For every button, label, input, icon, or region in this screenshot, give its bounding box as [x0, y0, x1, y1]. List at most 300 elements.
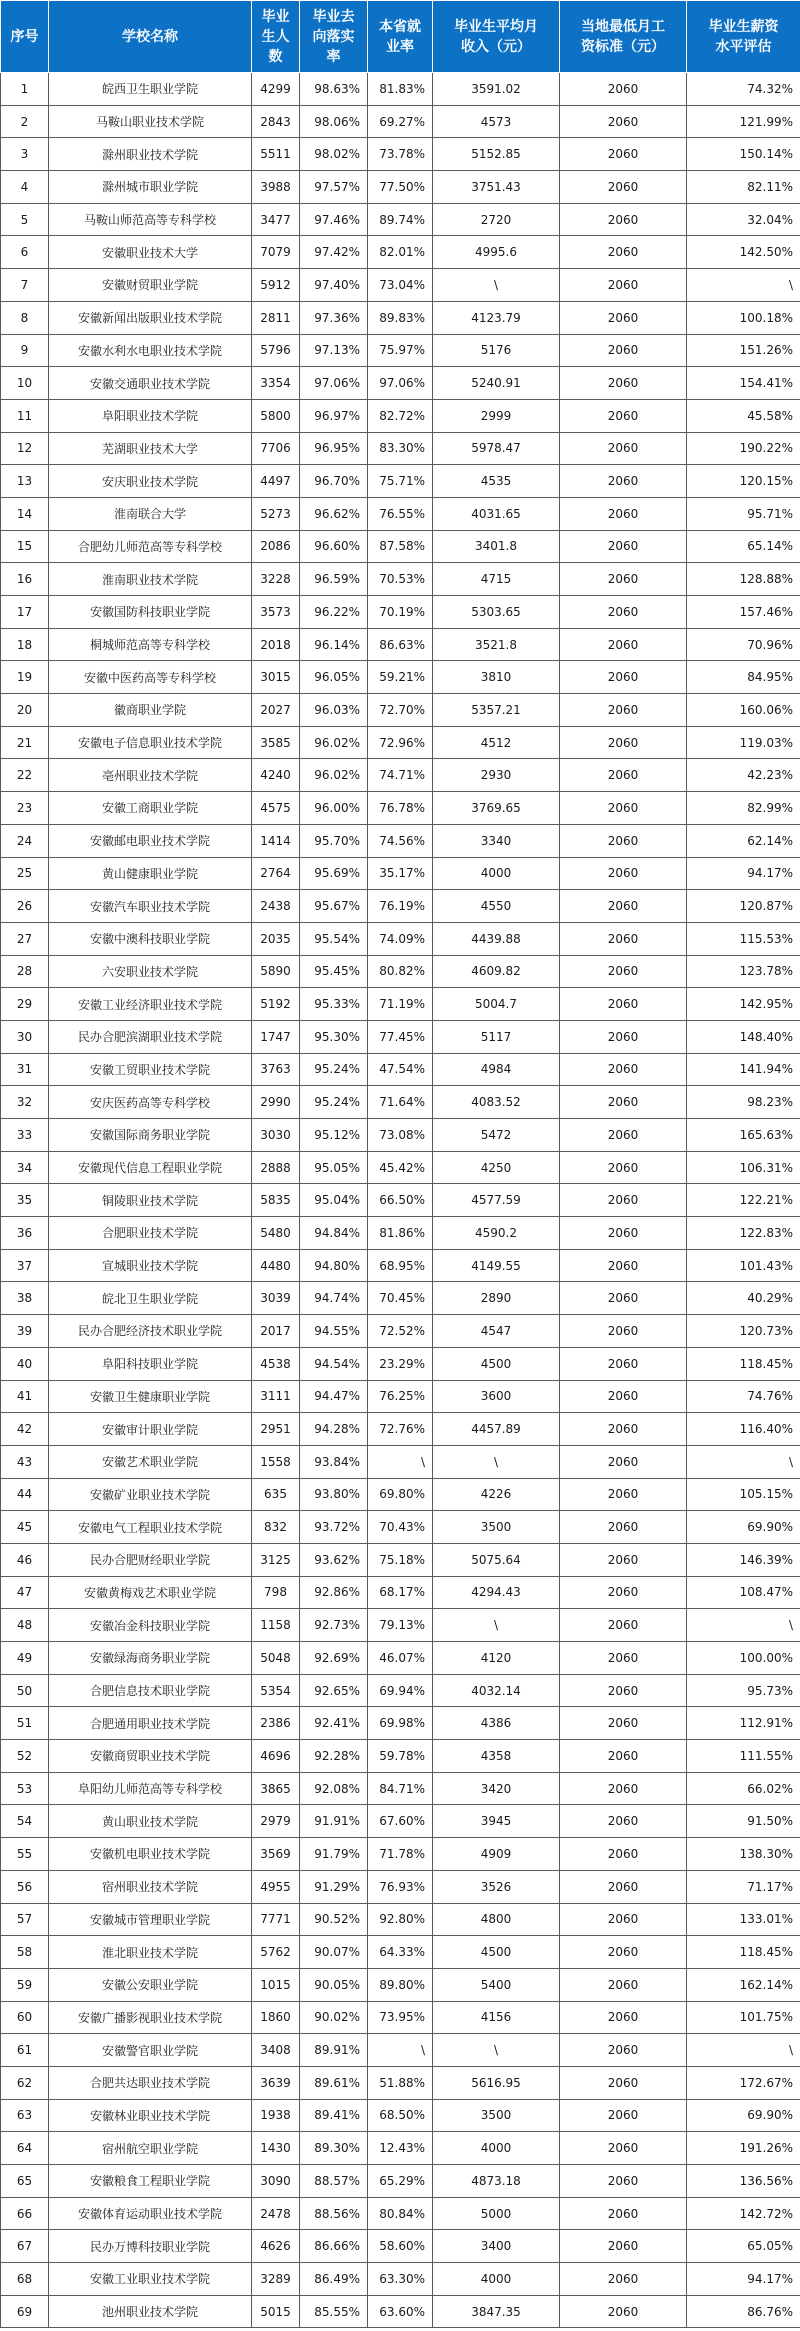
- province-rate-cell: 72.52%: [368, 1315, 433, 1348]
- salary-level-cell: 172.67%: [687, 2066, 800, 2099]
- table-row: [1, 2099, 800, 2132]
- province-rate-cell: 70.19%: [368, 596, 433, 629]
- school-name-cell: 六安职业技术学院: [49, 955, 252, 988]
- school-name-cell: 民办合肥财经职业学院: [49, 1543, 252, 1576]
- school-name-cell: 黄山职业技术学院: [49, 1805, 252, 1838]
- table-row: [1, 2230, 800, 2263]
- salary-level-cell: 66.02%: [687, 1772, 800, 1805]
- placement-rate-cell: 88.56%: [300, 2197, 368, 2230]
- index-cell: 56: [1, 1870, 49, 1903]
- school-name-cell: 滁州职业技术学院: [49, 138, 252, 171]
- min-wage-cell: 2060: [560, 759, 687, 792]
- province-rate-cell: 63.60%: [368, 2295, 433, 2328]
- province-rate-cell: 89.80%: [368, 1968, 433, 2001]
- table-row: [1, 1119, 800, 1152]
- min-wage-cell: 2060: [560, 2001, 687, 2034]
- province-rate-cell: 70.53%: [368, 563, 433, 596]
- placement-rate-cell: 96.60%: [300, 530, 368, 563]
- graduates-cell: 2035: [252, 922, 300, 955]
- province-rate-cell: 73.95%: [368, 2001, 433, 2034]
- table-row: [1, 203, 800, 236]
- school-name-cell: 安徽职业技术大学: [49, 236, 252, 269]
- index-cell: 27: [1, 922, 49, 955]
- table-row: [1, 432, 800, 465]
- avg-income-cell: 4500: [433, 1936, 560, 1969]
- min-wage-cell: 2060: [560, 301, 687, 334]
- index-cell: 34: [1, 1151, 49, 1184]
- index-cell: 46: [1, 1543, 49, 1576]
- school-name-cell: 安徽中医药高等专科学校: [49, 661, 252, 694]
- avg-income-cell: 5152.85: [433, 138, 560, 171]
- avg-income-cell: 5357.21: [433, 694, 560, 727]
- placement-rate-cell: 91.29%: [300, 1870, 368, 1903]
- index-cell: 63: [1, 2099, 49, 2132]
- table-row: [1, 2295, 800, 2328]
- avg-income-cell: \: [433, 2034, 560, 2067]
- table-row: [1, 236, 800, 269]
- index-cell: 68: [1, 2263, 49, 2296]
- province-rate-cell: 86.63%: [368, 628, 433, 661]
- salary-level-cell: 112.91%: [687, 1707, 800, 1740]
- avg-income-cell: 2720: [433, 203, 560, 236]
- school-name-cell: 安徽现代信息工程职业学院: [49, 1151, 252, 1184]
- min-wage-cell: 2060: [560, 2165, 687, 2198]
- table-row: [1, 1707, 800, 1740]
- province-rate-cell: 59.21%: [368, 661, 433, 694]
- province-rate-cell: 97.06%: [368, 367, 433, 400]
- avg-income-cell: 5400: [433, 1968, 560, 2001]
- placement-rate-cell: 97.13%: [300, 334, 368, 367]
- placement-rate-cell: 89.61%: [300, 2066, 368, 2099]
- col-header-placement-rate: 毕业去 向落实 率: [300, 1, 368, 73]
- province-rate-cell: 69.94%: [368, 1674, 433, 1707]
- table-row: [1, 1282, 800, 1315]
- min-wage-cell: 2060: [560, 1772, 687, 1805]
- graduates-cell: 4696: [252, 1740, 300, 1773]
- salary-level-cell: 42.23%: [687, 759, 800, 792]
- salary-level-cell: 100.18%: [687, 301, 800, 334]
- min-wage-cell: 2060: [560, 1119, 687, 1152]
- index-cell: 44: [1, 1478, 49, 1511]
- school-name-cell: 安徽工业经济职业技术学院: [49, 988, 252, 1021]
- graduates-cell: 5796: [252, 334, 300, 367]
- salary-level-cell: \: [687, 2034, 800, 2067]
- graduates-cell: 1860: [252, 2001, 300, 2034]
- graduates-cell: 4497: [252, 465, 300, 498]
- avg-income-cell: 3420: [433, 1772, 560, 1805]
- province-rate-cell: 80.82%: [368, 955, 433, 988]
- min-wage-cell: 2060: [560, 726, 687, 759]
- school-name-cell: 安徽汽车职业技术学院: [49, 890, 252, 923]
- graduates-cell: 5273: [252, 497, 300, 530]
- avg-income-cell: 4000: [433, 2132, 560, 2165]
- avg-income-cell: 2930: [433, 759, 560, 792]
- table-row: [1, 1217, 800, 1250]
- min-wage-cell: 2060: [560, 1151, 687, 1184]
- index-cell: 18: [1, 628, 49, 661]
- placement-rate-cell: 93.80%: [300, 1478, 368, 1511]
- school-name-cell: 滁州城市职业学院: [49, 171, 252, 204]
- index-cell: 3: [1, 138, 49, 171]
- min-wage-cell: 2060: [560, 1543, 687, 1576]
- avg-income-cell: 3945: [433, 1805, 560, 1838]
- graduates-cell: 2438: [252, 890, 300, 923]
- min-wage-cell: 2060: [560, 105, 687, 138]
- province-rate-cell: 92.80%: [368, 1903, 433, 1936]
- salary-level-cell: 69.90%: [687, 1511, 800, 1544]
- placement-rate-cell: 94.84%: [300, 1217, 368, 1250]
- placement-rate-cell: 95.24%: [300, 1086, 368, 1119]
- avg-income-cell: 4500: [433, 1347, 560, 1380]
- min-wage-cell: 2060: [560, 2066, 687, 2099]
- index-cell: 55: [1, 1838, 49, 1871]
- graduates-cell: 5354: [252, 1674, 300, 1707]
- placement-rate-cell: 96.02%: [300, 759, 368, 792]
- province-rate-cell: \: [368, 2034, 433, 2067]
- province-rate-cell: 46.07%: [368, 1642, 433, 1675]
- province-rate-cell: 75.71%: [368, 465, 433, 498]
- graduates-cell: 3030: [252, 1119, 300, 1152]
- min-wage-cell: 2060: [560, 1707, 687, 1740]
- avg-income-cell: 3600: [433, 1380, 560, 1413]
- avg-income-cell: \: [433, 1445, 560, 1478]
- min-wage-cell: 2060: [560, 2197, 687, 2230]
- province-rate-cell: 45.42%: [368, 1151, 433, 1184]
- min-wage-cell: 2060: [560, 2034, 687, 2067]
- table-row: [1, 1642, 800, 1675]
- graduates-cell: 3569: [252, 1838, 300, 1871]
- salary-level-cell: 32.04%: [687, 203, 800, 236]
- table-row: [1, 1968, 800, 2001]
- province-rate-cell: 51.88%: [368, 2066, 433, 2099]
- school-name-cell: 池州职业技术学院: [49, 2295, 252, 2328]
- placement-rate-cell: 98.06%: [300, 105, 368, 138]
- index-cell: 39: [1, 1315, 49, 1348]
- graduates-cell: 3354: [252, 367, 300, 400]
- school-name-cell: 安徽交通职业技术学院: [49, 367, 252, 400]
- province-rate-cell: 65.29%: [368, 2165, 433, 2198]
- min-wage-cell: 2060: [560, 465, 687, 498]
- min-wage-cell: 2060: [560, 988, 687, 1021]
- index-cell: 13: [1, 465, 49, 498]
- graduates-cell: 5800: [252, 399, 300, 432]
- school-name-cell: 安徽工商职业学院: [49, 792, 252, 825]
- school-name-cell: 安徽冶金科技职业学院: [49, 1609, 252, 1642]
- salary-level-cell: 65.14%: [687, 530, 800, 563]
- graduates-cell: 4480: [252, 1249, 300, 1282]
- salary-level-cell: 148.40%: [687, 1020, 800, 1053]
- table-row: [1, 73, 800, 106]
- table-row: [1, 1576, 800, 1609]
- salary-level-cell: 116.40%: [687, 1413, 800, 1446]
- province-rate-cell: 71.19%: [368, 988, 433, 1021]
- salary-level-cell: 95.73%: [687, 1674, 800, 1707]
- index-cell: 51: [1, 1707, 49, 1740]
- salary-level-cell: 71.17%: [687, 1870, 800, 1903]
- province-rate-cell: 80.84%: [368, 2197, 433, 2230]
- index-cell: 64: [1, 2132, 49, 2165]
- index-cell: 8: [1, 301, 49, 334]
- salary-level-cell: 82.99%: [687, 792, 800, 825]
- index-cell: 41: [1, 1380, 49, 1413]
- col-header-graduates: 毕业 生人 数: [252, 1, 300, 73]
- table-row: [1, 694, 800, 727]
- school-name-cell: 安庆职业技术学院: [49, 465, 252, 498]
- col-header-province-rate: 本省就 业率: [368, 1, 433, 73]
- graduates-cell: 1558: [252, 1445, 300, 1478]
- school-name-cell: 安徽粮食工程职业学院: [49, 2165, 252, 2198]
- placement-rate-cell: 95.05%: [300, 1151, 368, 1184]
- salary-level-cell: 157.46%: [687, 596, 800, 629]
- index-cell: 22: [1, 759, 49, 792]
- graduates-cell: 2951: [252, 1413, 300, 1446]
- province-rate-cell: 79.13%: [368, 1609, 433, 1642]
- salary-level-cell: 91.50%: [687, 1805, 800, 1838]
- avg-income-cell: 4995.6: [433, 236, 560, 269]
- school-name-cell: 安徽水利水电职业技术学院: [49, 334, 252, 367]
- placement-rate-cell: 89.30%: [300, 2132, 368, 2165]
- min-wage-cell: 2060: [560, 1968, 687, 2001]
- salary-level-cell: 65.05%: [687, 2230, 800, 2263]
- avg-income-cell: 4909: [433, 1838, 560, 1871]
- table-row: [1, 1380, 800, 1413]
- min-wage-cell: 2060: [560, 1511, 687, 1544]
- province-rate-cell: 69.27%: [368, 105, 433, 138]
- index-cell: 31: [1, 1053, 49, 1086]
- avg-income-cell: 4000: [433, 857, 560, 890]
- index-cell: 42: [1, 1413, 49, 1446]
- table-row: [1, 367, 800, 400]
- graduates-cell: 1938: [252, 2099, 300, 2132]
- school-name-cell: 阜阳幼儿师范高等专科学校: [49, 1772, 252, 1805]
- min-wage-cell: 2060: [560, 563, 687, 596]
- avg-income-cell: 4457.89: [433, 1413, 560, 1446]
- avg-income-cell: 4294.43: [433, 1576, 560, 1609]
- school-name-cell: 铜陵职业技术学院: [49, 1184, 252, 1217]
- index-cell: 1: [1, 73, 49, 106]
- graduates-cell: 2990: [252, 1086, 300, 1119]
- col-header-min-wage: 当地最低月工 资标准（元）: [560, 1, 687, 73]
- placement-rate-cell: 95.12%: [300, 1119, 368, 1152]
- avg-income-cell: 4386: [433, 1707, 560, 1740]
- salary-level-cell: \: [687, 1609, 800, 1642]
- index-cell: 28: [1, 955, 49, 988]
- school-name-cell: 阜阳职业技术学院: [49, 399, 252, 432]
- graduates-cell: 7706: [252, 432, 300, 465]
- graduates-cell: 3763: [252, 1053, 300, 1086]
- table-row: [1, 1903, 800, 1936]
- salary-level-cell: 162.14%: [687, 1968, 800, 2001]
- index-cell: 36: [1, 1217, 49, 1250]
- table-row: [1, 2263, 800, 2296]
- school-name-cell: 安庆医药高等专科学校: [49, 1086, 252, 1119]
- index-cell: 35: [1, 1184, 49, 1217]
- graduates-cell: 3477: [252, 203, 300, 236]
- school-name-cell: 民办万博科技职业学院: [49, 2230, 252, 2263]
- col-header-index: 序号: [1, 1, 49, 73]
- index-cell: 2: [1, 105, 49, 138]
- index-cell: 40: [1, 1347, 49, 1380]
- avg-income-cell: 4156: [433, 2001, 560, 2034]
- salary-level-cell: 120.87%: [687, 890, 800, 923]
- school-name-cell: 黄山健康职业学院: [49, 857, 252, 890]
- graduates-cell: 5048: [252, 1642, 300, 1675]
- index-cell: 29: [1, 988, 49, 1021]
- table-row: [1, 1511, 800, 1544]
- avg-income-cell: 3500: [433, 2099, 560, 2132]
- table-row: [1, 1609, 800, 1642]
- placement-rate-cell: 94.80%: [300, 1249, 368, 1282]
- graduates-cell: 7079: [252, 236, 300, 269]
- graduates-cell: 2979: [252, 1805, 300, 1838]
- province-rate-cell: 72.76%: [368, 1413, 433, 1446]
- salary-level-cell: 101.75%: [687, 2001, 800, 2034]
- avg-income-cell: 5000: [433, 2197, 560, 2230]
- salary-level-cell: 45.58%: [687, 399, 800, 432]
- province-rate-cell: 76.55%: [368, 497, 433, 530]
- graduates-cell: 2086: [252, 530, 300, 563]
- table-row: [1, 2197, 800, 2230]
- avg-income-cell: 3847.35: [433, 2295, 560, 2328]
- avg-income-cell: 4032.14: [433, 1674, 560, 1707]
- graduates-cell: 5192: [252, 988, 300, 1021]
- salary-level-cell: 95.71%: [687, 497, 800, 530]
- table-row: [1, 1870, 800, 1903]
- salary-level-cell: 82.11%: [687, 171, 800, 204]
- placement-rate-cell: 94.28%: [300, 1413, 368, 1446]
- salary-level-cell: 123.78%: [687, 955, 800, 988]
- salary-level-cell: 94.17%: [687, 857, 800, 890]
- placement-rate-cell: 86.66%: [300, 2230, 368, 2263]
- province-rate-cell: 73.04%: [368, 269, 433, 302]
- min-wage-cell: 2060: [560, 1347, 687, 1380]
- table-row: [1, 1936, 800, 1969]
- min-wage-cell: 2060: [560, 399, 687, 432]
- avg-income-cell: \: [433, 269, 560, 302]
- salary-level-cell: \: [687, 1445, 800, 1478]
- placement-rate-cell: 96.95%: [300, 432, 368, 465]
- graduates-cell: 3585: [252, 726, 300, 759]
- min-wage-cell: 2060: [560, 171, 687, 204]
- index-cell: 49: [1, 1642, 49, 1675]
- avg-income-cell: 5075.64: [433, 1543, 560, 1576]
- school-name-cell: 安徽电气工程职业技术学院: [49, 1511, 252, 1544]
- school-name-cell: 马鞍山职业技术学院: [49, 105, 252, 138]
- min-wage-cell: 2060: [560, 857, 687, 890]
- index-cell: 6: [1, 236, 49, 269]
- placement-rate-cell: 85.55%: [300, 2295, 368, 2328]
- graduates-cell: 2018: [252, 628, 300, 661]
- table-row: [1, 759, 800, 792]
- min-wage-cell: 2060: [560, 694, 687, 727]
- index-cell: 14: [1, 497, 49, 530]
- school-name-cell: 安徽邮电职业技术学院: [49, 824, 252, 857]
- index-cell: 9: [1, 334, 49, 367]
- table-row: [1, 1740, 800, 1773]
- table-row: [1, 1772, 800, 1805]
- school-name-cell: 徽商职业学院: [49, 694, 252, 727]
- table-row: [1, 1315, 800, 1348]
- table-row: [1, 1674, 800, 1707]
- table-row: [1, 497, 800, 530]
- table-row: [1, 138, 800, 171]
- avg-income-cell: 4439.88: [433, 922, 560, 955]
- table-row: [1, 1543, 800, 1576]
- school-name-cell: 安徽工贸职业技术学院: [49, 1053, 252, 1086]
- salary-level-cell: 138.30%: [687, 1838, 800, 1871]
- avg-income-cell: 5240.91: [433, 367, 560, 400]
- salary-level-cell: 142.72%: [687, 2197, 800, 2230]
- index-cell: 15: [1, 530, 49, 563]
- min-wage-cell: 2060: [560, 661, 687, 694]
- province-rate-cell: 89.83%: [368, 301, 433, 334]
- index-cell: 7: [1, 269, 49, 302]
- min-wage-cell: 2060: [560, 1413, 687, 1446]
- min-wage-cell: 2060: [560, 1020, 687, 1053]
- graduates-cell: 3015: [252, 661, 300, 694]
- col-header-avg-income: 毕业生平均月 收入（元）: [433, 1, 560, 73]
- province-rate-cell: 64.33%: [368, 1936, 433, 1969]
- province-rate-cell: 75.18%: [368, 1543, 433, 1576]
- index-cell: 62: [1, 2066, 49, 2099]
- province-rate-cell: 71.64%: [368, 1086, 433, 1119]
- salary-level-cell: 118.45%: [687, 1936, 800, 1969]
- school-name-cell: 安徽绿海商务职业学院: [49, 1642, 252, 1675]
- avg-income-cell: 4547: [433, 1315, 560, 1348]
- avg-income-cell: 4250: [433, 1151, 560, 1184]
- avg-income-cell: 4149.55: [433, 1249, 560, 1282]
- salary-level-cell: 136.56%: [687, 2165, 800, 2198]
- min-wage-cell: 2060: [560, 138, 687, 171]
- table-row: [1, 824, 800, 857]
- avg-income-cell: 3340: [433, 824, 560, 857]
- table-row: [1, 105, 800, 138]
- table-row: [1, 596, 800, 629]
- graduates-cell: 2843: [252, 105, 300, 138]
- school-name-cell: 安徽林业职业技术学院: [49, 2099, 252, 2132]
- placement-rate-cell: 95.69%: [300, 857, 368, 890]
- school-name-cell: 安徽国际商务职业学院: [49, 1119, 252, 1152]
- index-cell: 47: [1, 1576, 49, 1609]
- placement-rate-cell: 95.67%: [300, 890, 368, 923]
- school-name-cell: 安徽工业职业技术学院: [49, 2263, 252, 2296]
- placement-rate-cell: 97.40%: [300, 269, 368, 302]
- province-rate-cell: 74.09%: [368, 922, 433, 955]
- province-rate-cell: 76.93%: [368, 1870, 433, 1903]
- table-row: [1, 2034, 800, 2067]
- avg-income-cell: 4000: [433, 2263, 560, 2296]
- province-rate-cell: 76.19%: [368, 890, 433, 923]
- avg-income-cell: 4031.65: [433, 497, 560, 530]
- table-row: [1, 399, 800, 432]
- placement-rate-cell: 90.02%: [300, 2001, 368, 2034]
- avg-income-cell: 2890: [433, 1282, 560, 1315]
- salary-level-cell: 142.95%: [687, 988, 800, 1021]
- graduates-cell: 4299: [252, 73, 300, 106]
- school-name-cell: 民办合肥滨湖职业技术学院: [49, 1020, 252, 1053]
- min-wage-cell: 2060: [560, 890, 687, 923]
- school-name-cell: 安徽体育运动职业技术学院: [49, 2197, 252, 2230]
- salary-level-cell: 119.03%: [687, 726, 800, 759]
- table-row: [1, 857, 800, 890]
- graduates-cell: 4538: [252, 1347, 300, 1380]
- graduates-cell: 4626: [252, 2230, 300, 2263]
- avg-income-cell: 3769.65: [433, 792, 560, 825]
- school-name-cell: 宣城职业技术学院: [49, 1249, 252, 1282]
- table-body: [1, 73, 800, 2328]
- salary-level-cell: 141.94%: [687, 1053, 800, 1086]
- min-wage-cell: 2060: [560, 530, 687, 563]
